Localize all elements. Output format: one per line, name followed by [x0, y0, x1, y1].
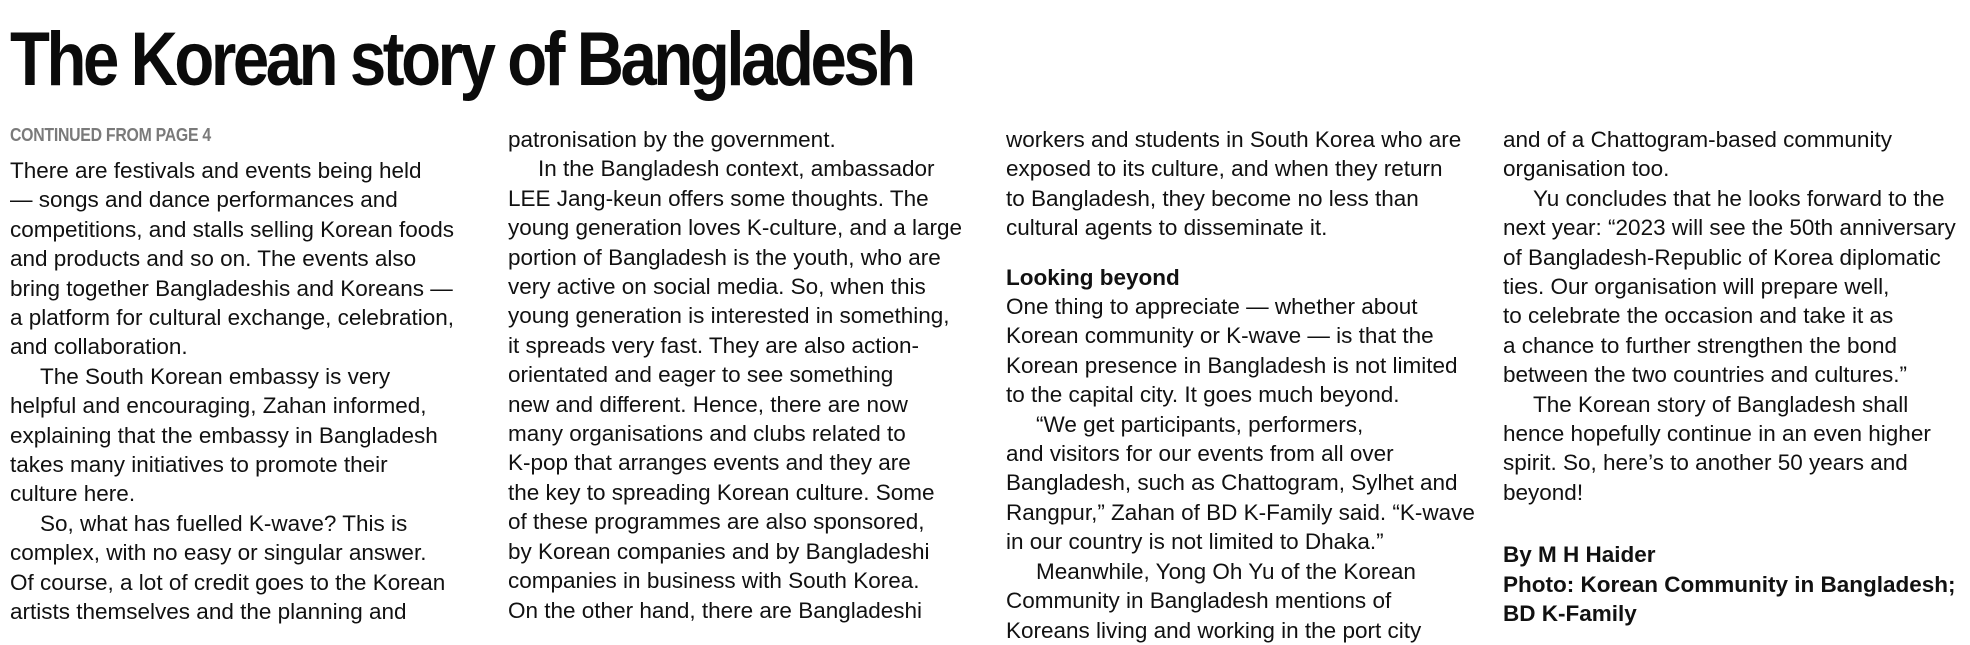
text-line: In the Bangladesh context, ambassador — [538, 156, 935, 182]
text-line: next year: “2023 will see the 50th anniversary — [1503, 215, 1956, 241]
text-line: portion of Bangladesh is the youth, who are — [508, 244, 941, 270]
continued-from-label: CONTINUED FROM PAGE 4 — [10, 125, 211, 145]
text-line: to celebrate the occasion and take it as — [1503, 303, 1894, 329]
text-line: and visitors for our events from all over — [1006, 441, 1394, 467]
text-line: a chance to further strengthen the bond — [1503, 332, 1898, 358]
text-line: ties. Our organisation will prepare well, — [1503, 274, 1890, 300]
text-line: of Bangladesh-Republic of Korea diplomatic — [1503, 244, 1941, 270]
text-line: takes many initiatives to promote their — [10, 452, 388, 478]
text-line: workers and students in South Korea who are — [1006, 127, 1462, 152]
article-column-2 — [508, 125, 988, 625]
photo-credit: BD K-Family — [1503, 601, 1637, 627]
text-line: — songs and dance performances and — [10, 187, 398, 213]
article-headline: The Korean story of Bangladesh — [10, 17, 913, 102]
text-line: organisation too. — [1503, 156, 1670, 182]
text-line: and products and so on. The events also — [10, 246, 417, 272]
article-column-4 — [1503, 125, 1970, 629]
text-line: Community in Bangladesh mentions of — [1006, 588, 1392, 614]
article-column-1 — [10, 125, 490, 627]
text-line: of these programmes are also sponsored, — [508, 509, 925, 535]
section-subheading: Looking beyond — [1006, 264, 1180, 290]
text-line: One thing to appreciate — whether about — [1006, 294, 1418, 320]
text-line: exposed to its culture, and when they return — [1006, 156, 1443, 182]
text-line: orientated and eager to see something — [508, 362, 894, 388]
text-line: There are festivals and events being held — [10, 158, 422, 183]
text-line: it spreads very fast. They are also action- — [508, 332, 920, 358]
text-line: complex, with no easy or singular answer. — [10, 540, 427, 566]
text-line: between the two countries and cultures.” — [1503, 362, 1907, 388]
text-line: explaining that the embassy in Bangladesh — [10, 422, 438, 448]
text-line: young generation is interested in something, — [508, 303, 950, 329]
text-line: Korean presence in Bangladesh is not limited — [1006, 352, 1458, 378]
text-line: artists themselves and the planning and — [10, 599, 407, 625]
text-line: “We get participants, performers, — [1036, 411, 1364, 437]
text-line: companies in business with South Korea. — [508, 568, 920, 594]
text-line: Korean community or K-wave — is that the — [1006, 323, 1434, 349]
text-line: patronisation by the government. — [508, 127, 836, 152]
text-line: culture here. — [10, 481, 136, 507]
text-line: Bangladesh, such as Chattogram, Sylhet and — [1006, 470, 1458, 496]
text-line: The Korean story of Bangladesh shall — [1533, 391, 1909, 417]
text-line: and collaboration. — [10, 334, 188, 360]
text-line: hence hopefully continue in an even higher — [1503, 421, 1931, 447]
text-line: Of course, a lot of credit goes to the Korean — [10, 569, 446, 595]
text-line: Rangpur,” Zahan of BD K-Family said. “K-wave — [1006, 499, 1475, 525]
text-line: in our country is not limited to Dhaka.” — [1006, 529, 1384, 555]
author-byline: By M H Haider — [1503, 542, 1656, 568]
text-line: beyond! — [1503, 479, 1584, 505]
text-line: to Bangladesh, they become no less than — [1006, 185, 1419, 211]
paragraph-gap — [1503, 507, 1970, 540]
text-line: many organisations and clubs related to — [508, 421, 906, 447]
text-line: very active on social media. So, when this — [508, 274, 926, 300]
text-line: and of a Chattogram-based community — [1503, 127, 1892, 152]
photo-credit: Photo: Korean Community in Bangladesh; — [1503, 571, 1956, 597]
text-line: to the capital city. It goes much beyond. — [1006, 382, 1400, 408]
text-line: competitions, and stalls selling Korean foods — [10, 216, 455, 242]
text-line: the key to spreading Korean culture. Some — [508, 479, 935, 505]
text-line: Yu concludes that he looks forward to the — [1533, 185, 1945, 211]
text-line: young generation loves K-culture, and a large — [508, 215, 963, 241]
text-line: a platform for cultural exchange, celebration, — [10, 305, 454, 331]
text-line: Meanwhile, Yong Oh Yu of the Korean — [1036, 558, 1416, 584]
text-line: The South Korean embassy is very — [40, 363, 391, 389]
text-line: Koreans living and working in the port city — [1006, 617, 1422, 643]
text-line: bring together Bangladeshis and Koreans — — [10, 275, 453, 301]
text-line: On the other hand, there are Bangladeshi — [508, 597, 923, 623]
text-line: cultural agents to disseminate it. — [1006, 215, 1328, 241]
text-line: LEE Jang-keun offers some thoughts. The — [508, 185, 929, 211]
paragraph-gap — [1006, 243, 1486, 263]
text-line: K-pop that arranges events and they are — [508, 450, 911, 476]
text-line: So, what has fuelled K-wave? This is — [40, 510, 408, 536]
text-line: new and different. Hence, there are now — [508, 391, 908, 417]
article-column-3 — [1006, 125, 1486, 645]
text-line: spirit. So, here’s to another 50 years and — [1503, 450, 1908, 476]
text-line: by Korean companies and by Bangladeshi — [508, 538, 930, 564]
text-line: helpful and encouraging, Zahan informed, — [10, 393, 427, 419]
